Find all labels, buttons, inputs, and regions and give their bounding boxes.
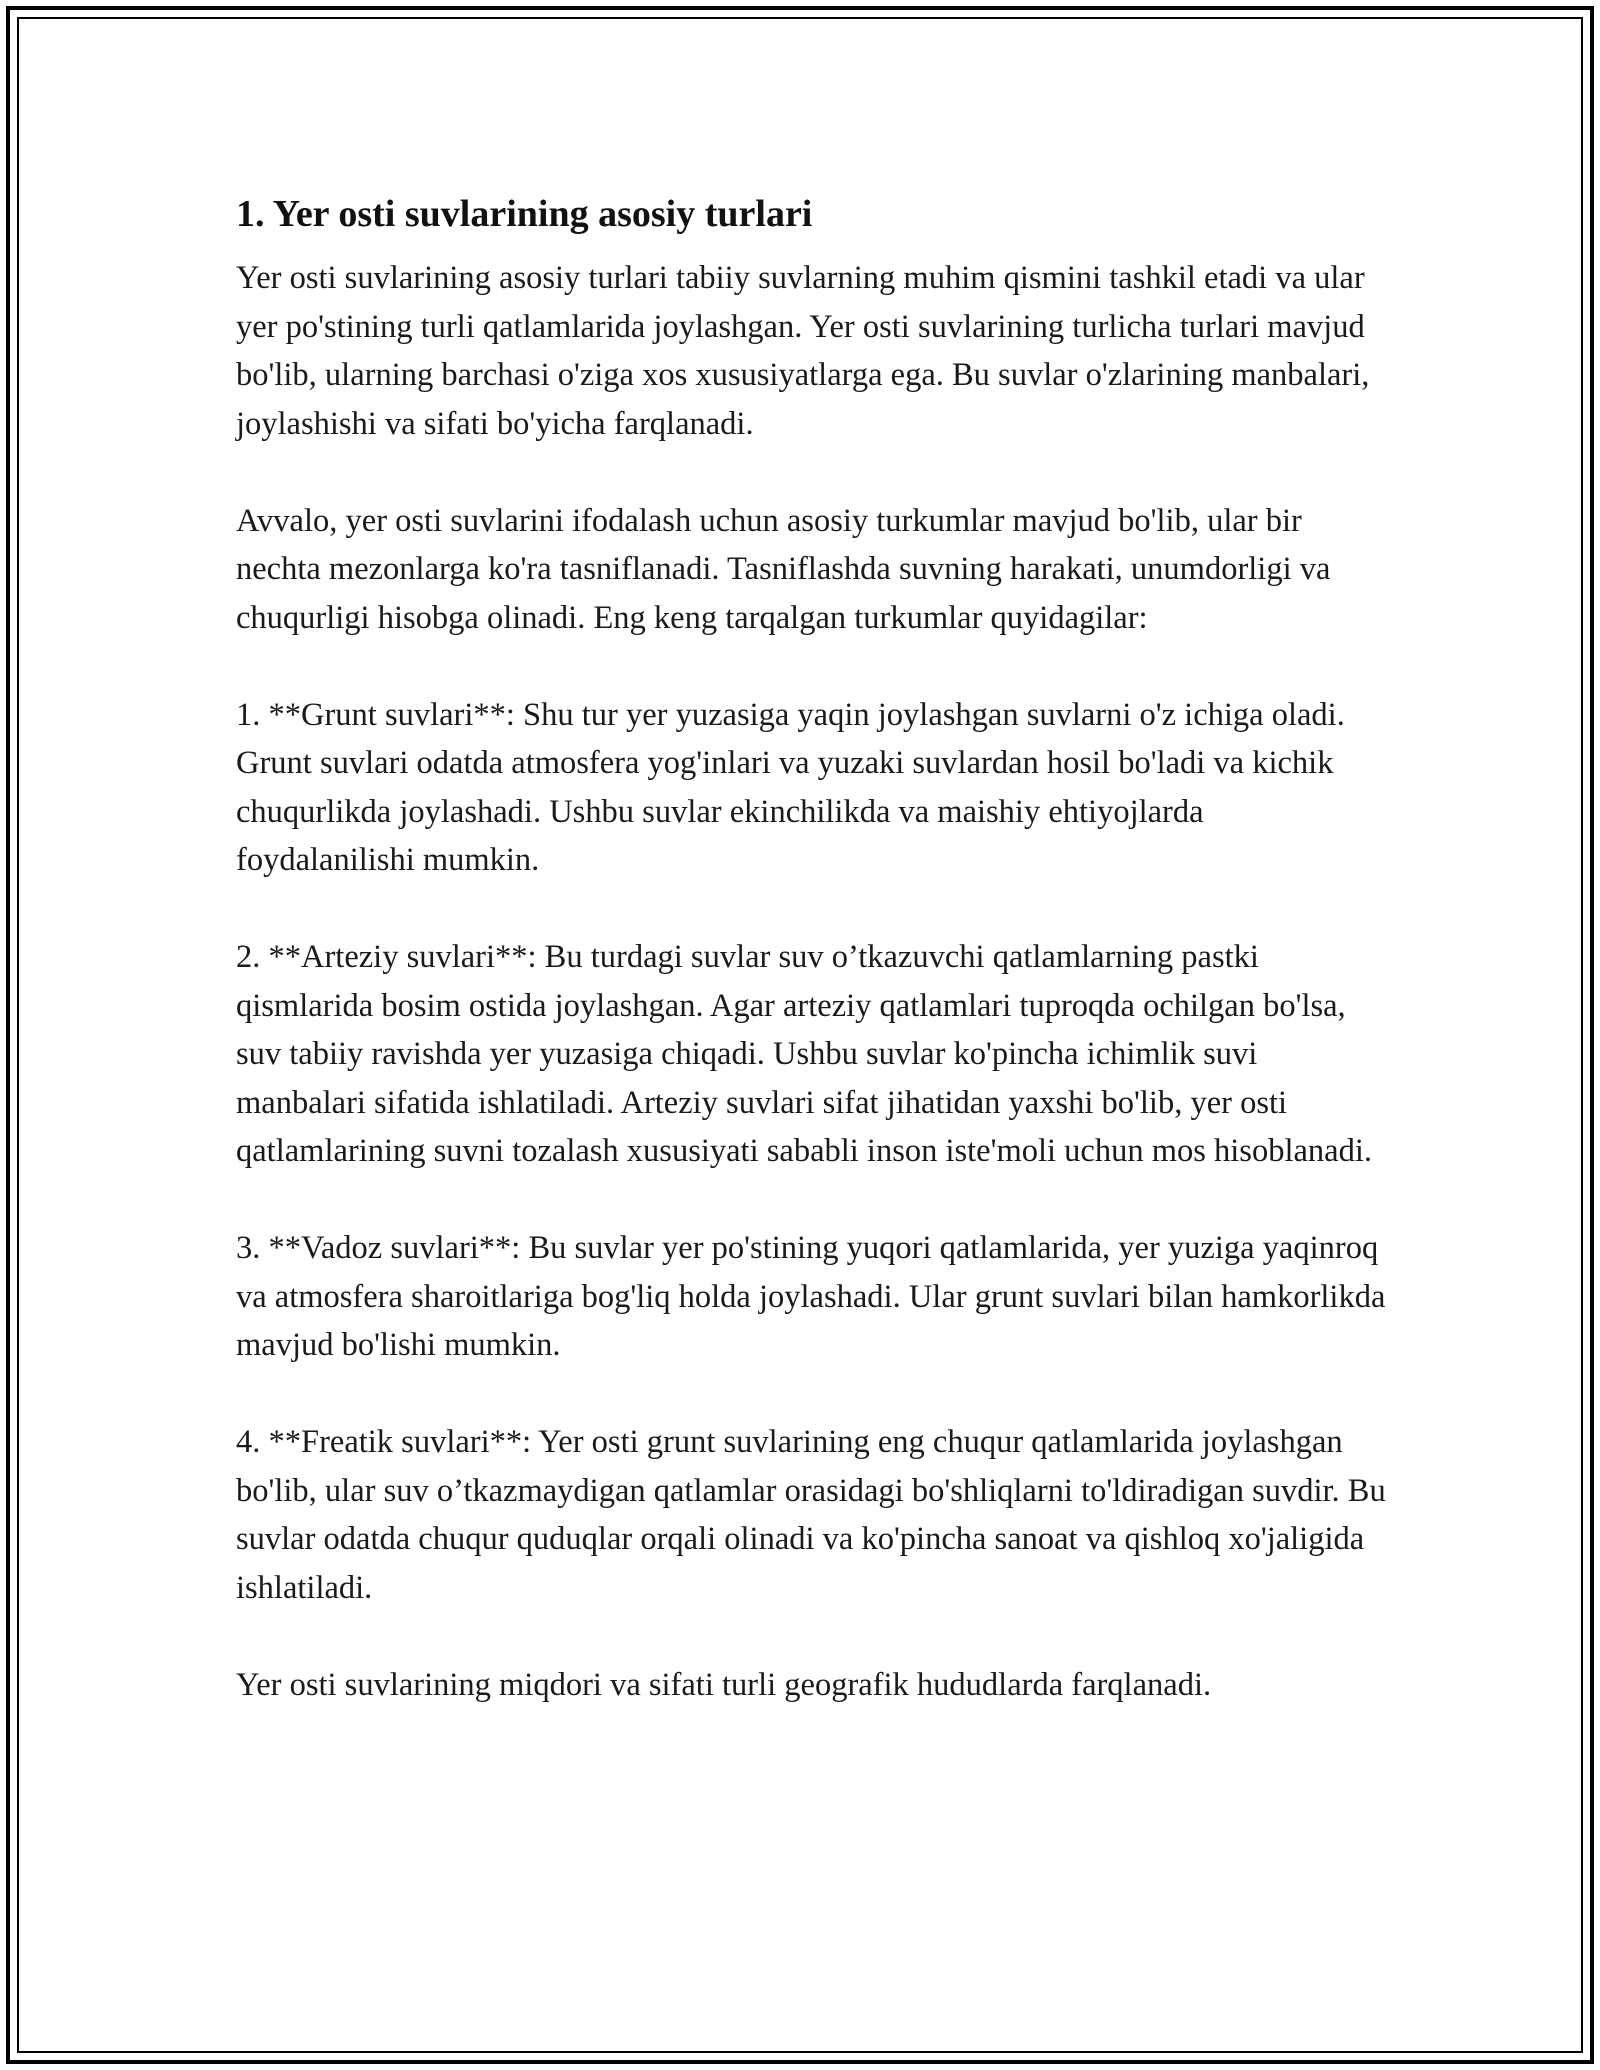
paragraph-intro: Yer osti suvlarining asosiy turlari tabiiy suvlarning muhim qismini tashkil etadi va ular yer po'stining turli qatlamlarida joylashgan. Yer osti suvlarining turlicha turlari mavjud bo'lib, ularning barchasi o'ziga xos xususiyatlarga ega. Bu suvlar o'zlarining manbalari, joylashishi va sifati bo'yicha farqlanadi. <box>236 260 1370 442</box>
list-item-vadoz-suvlari: 3. **Vadoz suvlari**: Bu suvlar yer po'stining yuqori qatlamlarida, yer yuziga yaqinroq va atmosfera sharoitlariga bog'liq holda joylashadi. Ular grunt suvlari bilan hamkorlikda mavjud bo'lishi mumkin. <box>236 1230 1386 1363</box>
list-item-freatik-suvlari: 4. **Freatik suvlari**: Yer osti grunt suvlarining eng chuqur qatlamlarida joylashgan bo'lib, ular suv o’tkazmaydigan qatlamlar orasidagi bo'shliqlarni to'ldiradigan suvdir. Bu suvlar odatda chuqur quduqlar orqali olinadi va ko'pincha sanoat va qishloq xo'jaligida ishlatiladi. <box>236 1424 1386 1606</box>
list-item-arteziy-suvlari: 2. **Arteziy suvlari**: Bu turdagi suvlar suv o’tkazuvchi qatlamlarning pastki qismlarida bosim ostida joylashgan. Agar arteziy qatlamlari tuproqda ochilgan bo'lsa, suv tabiiy ravishda yer yuzasiga chiqadi. Ushbu suvlar ko'pincha ichimlik suvi manbalari sifatida ishlatiladi. Arteziy suvlari sifat jihatidan yaxshi bo'lib, yer osti qatlamlarining suvni tozalash xususiyati sababli inson iste'moli uchun mos hisoblanadi. <box>236 939 1372 1169</box>
document-title: 1. Yer osti suvlarining asosiy turlari <box>236 193 813 235</box>
paragraph-classification: Avvalo, yer osti suvlarini ifodalash uchun asosiy turkumlar mavjud bo'lib, ular bir nechta mezonlarga ko'ra tasniflanadi. Tasniflashda suvning harakati, unumdorligi va chuqurligi hisobga olinadi. Eng keng tarqalgan turkumlar quyidagilar: <box>236 502 1331 636</box>
paragraph-closing: Yer osti suvlarining miqdori va sifati turli geografik hududlarda farqlanadi. <box>236 1666 1212 1703</box>
document-body <box>236 186 1386 1709</box>
list-item-grunt-suvlari: 1. **Grunt suvlari**: Shu tur yer yuzasiga yaqin joylashgan suvlarni o'z ichiga oladi. Grunt suvlari odatda atmosfera yog'inlari va yuzaki suvlardan hosil bo'ladi va kichik chuqurlikda joylashadi. Ushbu suvlar ekinchilikda va maishiy ehtiyojlarda foydalanilishi mumkin. <box>236 696 1345 878</box>
